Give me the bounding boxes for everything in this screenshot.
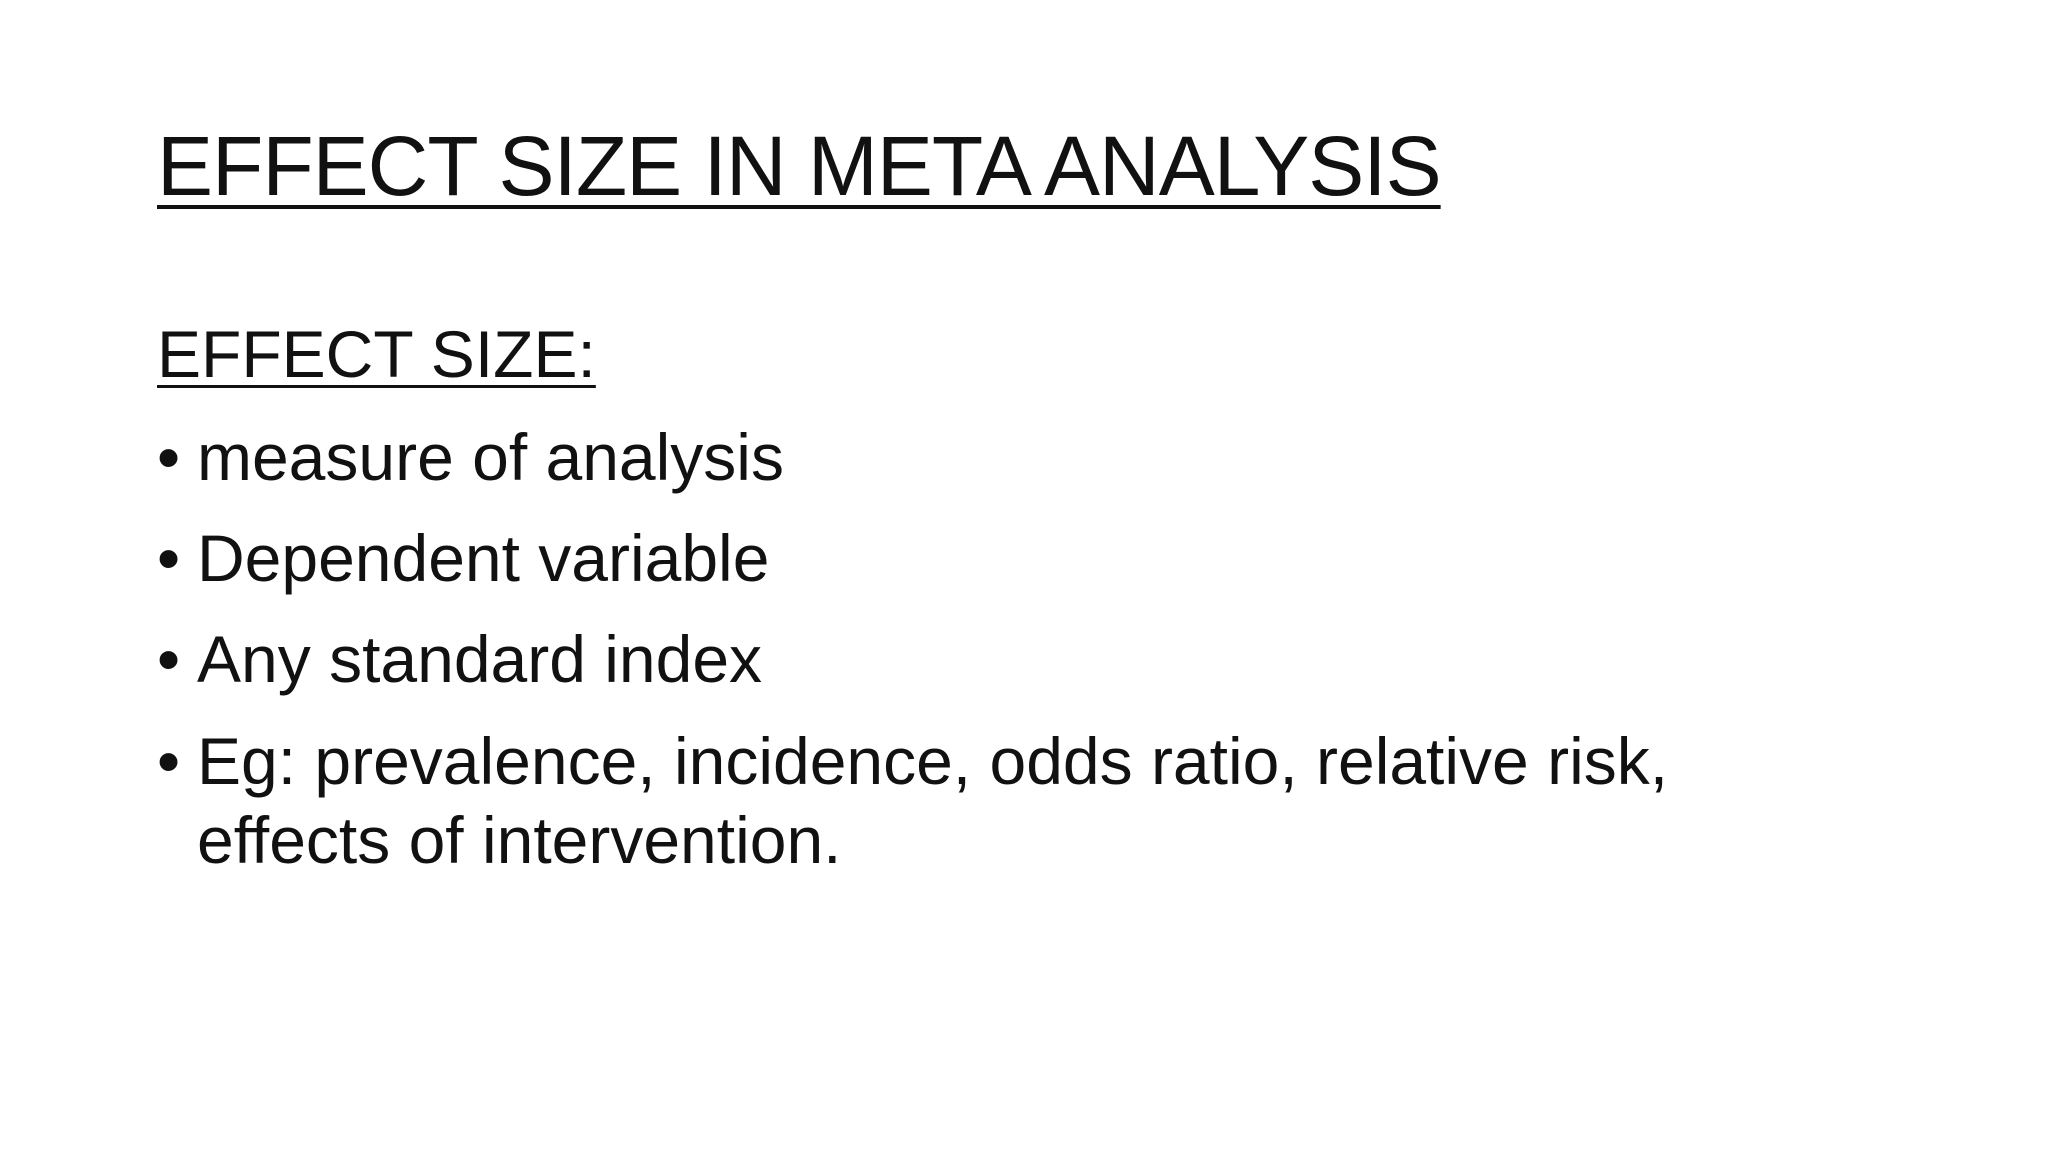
bullet-item: [157, 418, 1857, 497]
bullet-item: [157, 519, 1857, 598]
bullet-text: Any standard index: [197, 622, 763, 697]
bullet-text: measure of analysis: [197, 420, 784, 494]
bullet-dot-icon: •: [157, 723, 181, 798]
slide-title: EFFECT SIZE IN META ANALYSIS: [157, 119, 1441, 213]
bullet-dot-icon: •: [157, 420, 181, 494]
section-heading: EFFECT SIZE:: [157, 317, 596, 391]
bullet-list: [157, 418, 1857, 902]
bullet-item: [157, 620, 1857, 699]
bullet-dot-icon: •: [157, 521, 181, 596]
bullet-item: [157, 722, 1857, 880]
bullet-text: Eg: prevalence, incidence, odds ratio, relative risk, effects of intervention.: [197, 723, 1669, 877]
bullet-dot-icon: •: [157, 622, 181, 697]
bullet-text: Dependent variable: [197, 521, 770, 596]
